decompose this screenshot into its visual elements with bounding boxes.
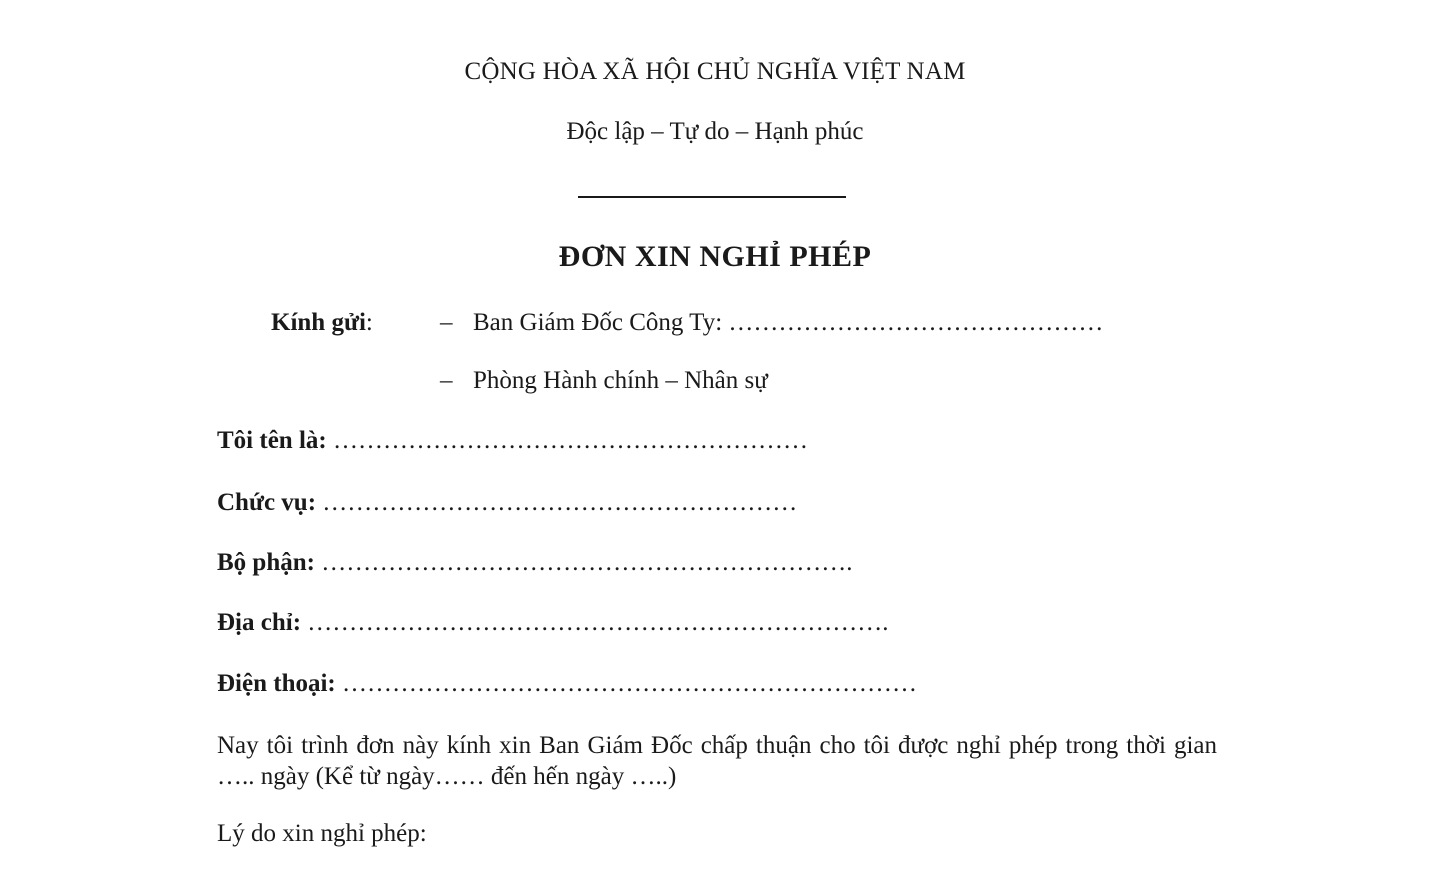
field-department <box>217 549 852 577</box>
field-phone <box>217 670 917 698</box>
field-label: Tôi tên là: <box>217 427 327 454</box>
request-paragraph: Nay tôi trình đơn này kính xin Ban Giám Đốc chấp thuận cho tôi được nghỉ phép trong thời gian ….. ngày (Kể từ ngày…… đến hến ngày …..) <box>217 732 1217 790</box>
field-blank: ………………………………………………… <box>316 489 798 516</box>
motto: Độc lập – Tự do – Hạnh phúc <box>566 118 864 145</box>
recipient-text: Phòng Hành chính – Nhân sự <box>473 367 768 394</box>
reason-label: Lý do xin nghỉ phép: <box>217 820 427 847</box>
field-position <box>217 489 797 517</box>
field-blank: ………………………………………………………. <box>314 549 853 576</box>
recipient-item <box>440 309 1103 337</box>
national-title: CỘNG HÒA XÃ HỘI CHỦ NGHĨA VIỆT NAM <box>464 58 966 85</box>
field-label: Bộ phận: <box>217 549 315 576</box>
header-divider <box>578 196 846 198</box>
addressee-label-colon: : <box>365 309 373 336</box>
field-label: Địa chỉ: <box>217 609 302 636</box>
recipient-item <box>440 367 768 395</box>
document-title: ĐƠN XIN NGHỈ PHÉP <box>558 240 872 273</box>
field-label: Chức vụ: <box>217 489 317 516</box>
field-blank: …………………………………………………………… <box>335 670 917 697</box>
field-blank: ……………………………………………………………. <box>301 609 889 636</box>
recipient-text: Ban Giám Đốc Công Ty: ……………………………………… <box>473 309 1104 336</box>
field-blank: ………………………………………………… <box>326 427 808 454</box>
field-full-name <box>217 427 808 455</box>
addressee-label-group <box>271 309 373 337</box>
field-label: Điện thoại: <box>217 670 336 697</box>
field-address <box>217 609 889 637</box>
recipient-dash: – <box>440 367 453 394</box>
addressee-label: Kính gửi <box>271 309 366 336</box>
recipient-dash: – <box>440 309 453 336</box>
